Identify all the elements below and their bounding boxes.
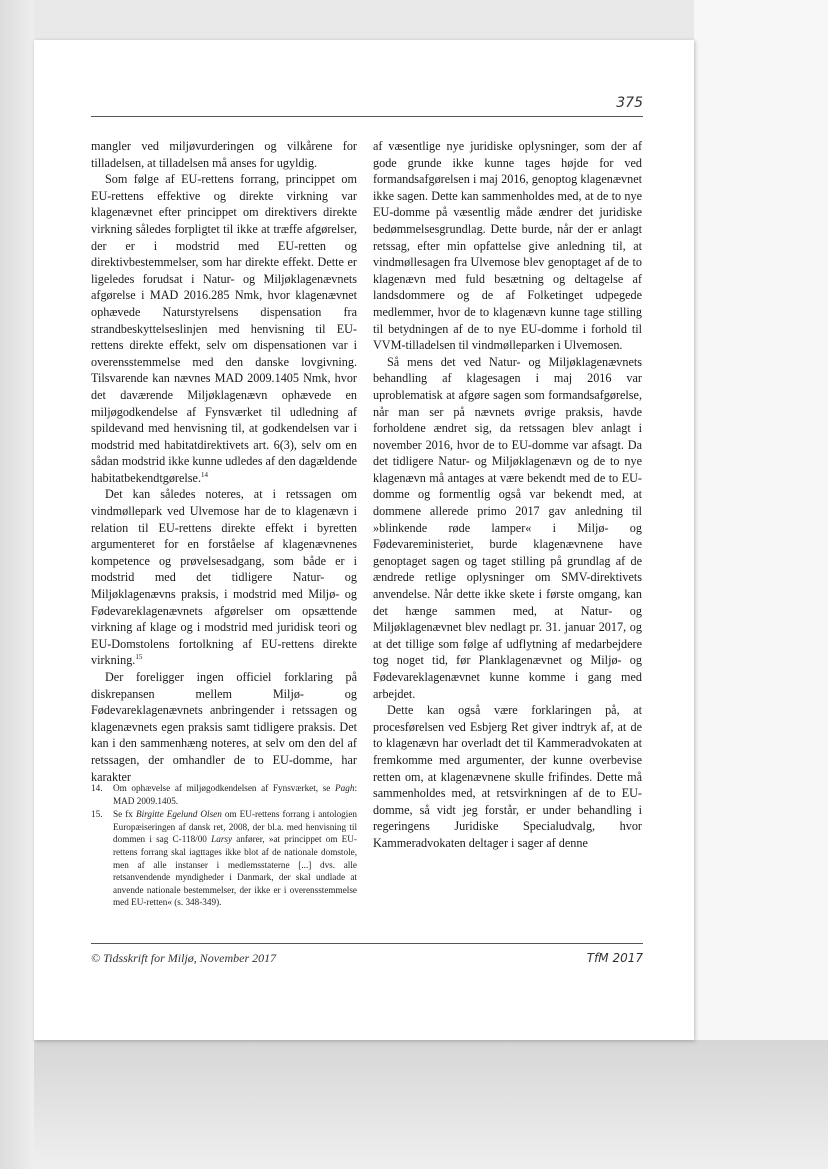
footnotes bbox=[91, 782, 357, 910]
left-paragraph-3 bbox=[91, 486, 357, 669]
footer-rule bbox=[91, 943, 643, 944]
footnote-15 bbox=[91, 808, 357, 909]
right-paragraph-2: Så mens det ved Natur- og Miljøklagenævnets behandling af klagesagen i maj 2016 var uproblematisk at afgøre sagen som formandsafgørelse, når man ser på nævnets øvrige praksis, havde forholdene ændret sig, da retssagen blev anlagt i november 2016, hvor de to EU-domme var afsagt. Da det tidligere Natur- og Miljøklagenævn og de to nye klagenævn må antages at være bekendt med de to EU-domme og formentlig også var bekendt med, at dommene allerede primo 2017 gav anledning til »blinkende røde lamper« i Miljø- og Fødevareministeriet, burde klagenævnene have genoptaget sagen og taget stilling på grundlag af de ændrede retlige oplysninger om SMV-direktivets anvendelse. Når dette ikke skete i første omgang, kan det hænge sammen med, at Natur- og Miljøklagenævnet blev nedlagt pr. 31. januar 2017, og at det tillige som følge af udflytning af medarbejdere tog noget tid, før Planklagenævnet og Miljø- og Fødevareklagenævnet kunne komme i gang med arbejdet. bbox=[373, 354, 642, 701]
scan-margin-left bbox=[0, 0, 34, 1169]
footnote-number: 14. bbox=[91, 783, 103, 793]
footer-issue: TfM 2017 bbox=[586, 951, 643, 965]
footnote-number: 15. bbox=[91, 809, 103, 820]
footnote-ref-15[interactable]: 15 bbox=[135, 653, 143, 662]
footnote-text: Om ophævelse af miljøgodkendelsen af Fynsværket, se Pagh: MAD 2009.1405. bbox=[113, 783, 357, 806]
left-paragraph-2 bbox=[91, 171, 357, 486]
left-paragraph-3-text: Det kan således noteres, at i retssagen om vindmøllepark ved Ulvemose har de to klagenævn i relation til EU-rettens direkte effekt i byretten argumenteret for en forståelse af klagenævnenes kompetence og prøvelsesadgang, som både er i modstrid med det tidligere Natur- og Miljøklagenævns praksis, i modstrid med Miljø- og Fødevareklagenævnets afgørelser om opsættende virkning af klage og i modstrid med juridisk teori og EU-Domstolens fortolkning af EU-rettens direkte virkning. bbox=[91, 487, 357, 668]
left-paragraph-4: Der foreligger ingen officiel forklaring på diskrepansen mellem Miljø- og Fødevareklagenævnets anbringender i retssagen og klagenævnets egen praksis samt tidligere praksis. Det kan i den sammenhæng noteres, at selv om den del af retssagen, der omhandler de to EU-domme, har karakter bbox=[91, 670, 357, 784]
footer-journal: © Tidsskrift for Miljø, November 2017 bbox=[91, 951, 277, 965]
left-paragraph-1: mangler ved miljøvurderingen og vilkårene for tilladelsen, at tilladelsen må anses for ugyldig. bbox=[91, 139, 357, 170]
right-column bbox=[373, 138, 642, 852]
right-paragraph-1: af væsentlige nye juridiske oplysninger, som der af gode grunde ikke kunne tages højde for ved formandsafgørelsen i maj 2016, genoptog klagenævnet ikke sagen. Dette kan sammenholdes med, at de to nye EU-domme på væsentlig måde ændrer det juridiske bedømmelsesgrundlag. Dette burde, når der er anlagt retssag, efter min opfattelse give anledning til, at vindmøllesagen fra Ulvemose blev genoptaget af de to klagenævn med fuld besætning og deltagelse af landsdommere og de af Folketinget udpegede medlemmer, hvor de to klagenævn kunne tage stilling til betydningen af de to nye EU-domme i forhold til VVM-tilladelsen til vindmølleparken i Ulvemosen. bbox=[373, 139, 642, 353]
footnote-text: Se fx Birgitte Egelund Olsen om EU-rettens forrang i antologien Europæiseringen af dansk ret, 2008, der bl.a. med henvisning til dommen i sag C-118/00 Larsy anfører, »at princippet om EU-rettens forrang skal iagttages ikke blot af de nationale domstole, men af alle instanser i medlemsstaterne [...] dvs. alle retsanvendende myndigheder i Danmark, der skal undlade at anvende nationale bestemmelser, der ikke er i overensstemmelse med EU-retten« (s. 348-349). bbox=[113, 809, 358, 908]
left-paragraph-2-text: Som følge af EU-rettens forrang, princippet om EU-rettens effektive og direkte virkning var klagenævnet efter princippet om direktivers direkte virkning således forpligtet til ikke at træffe afgørelser, der er i modstrid med EU-retten og direktivbestemmelser, som har direkte effekt. Dette er ligeledes forudsat i Natur- og Miljøklagenævnets afgørelse i MAD 2016.285 Nmk, hvor klagenævnet ophævede Naturstyrelsens dispensation fra strandbeskyttelseslinjen med henvisning til EU-rettens direkte effekt, selv om dispensationen var i overensstemmelse med den danske lovgivning. Tilsvarende kan nævnes MAD 2009.1405 Nmk, hvor det daværende Miljøklagenævn ophævede en miljøgodkendelse af Fynsværket til udledning af spildevand med henvisning til, at godkendelsen var i modstrid med habitatdirektivets art. 6(3), selv om en sådan modstrid ikke kunne udledes af den dagældende habitatbekendtgørelse. bbox=[91, 172, 357, 485]
right-paragraph-3: Dette kan også være forklaringen på, at procesførelsen ved Esbjerg Ret giver indtryk af, at de to klagenævn har overladt det til Kammeradvokaten at fremkomme med argumenter, der kunne overbevise retten om, at klagenævnene skulle frifindes. Dette må sammenholdes med, at retsvirkningen af de to EU-domme, så vidt jeg forstår, er under behandling i regeringens Juridiske Specialudvalg, hvor Kammeradvokaten deltager i sager af denne bbox=[373, 703, 642, 850]
left-column bbox=[91, 138, 357, 785]
scan-margin-right bbox=[694, 0, 828, 1040]
footnote-14 bbox=[91, 782, 357, 807]
footnote-ref-14[interactable]: 14 bbox=[201, 470, 208, 479]
scan-margin-bottom bbox=[34, 1040, 828, 1169]
header-rule bbox=[91, 116, 643, 117]
page-number: 375 bbox=[616, 95, 643, 111]
